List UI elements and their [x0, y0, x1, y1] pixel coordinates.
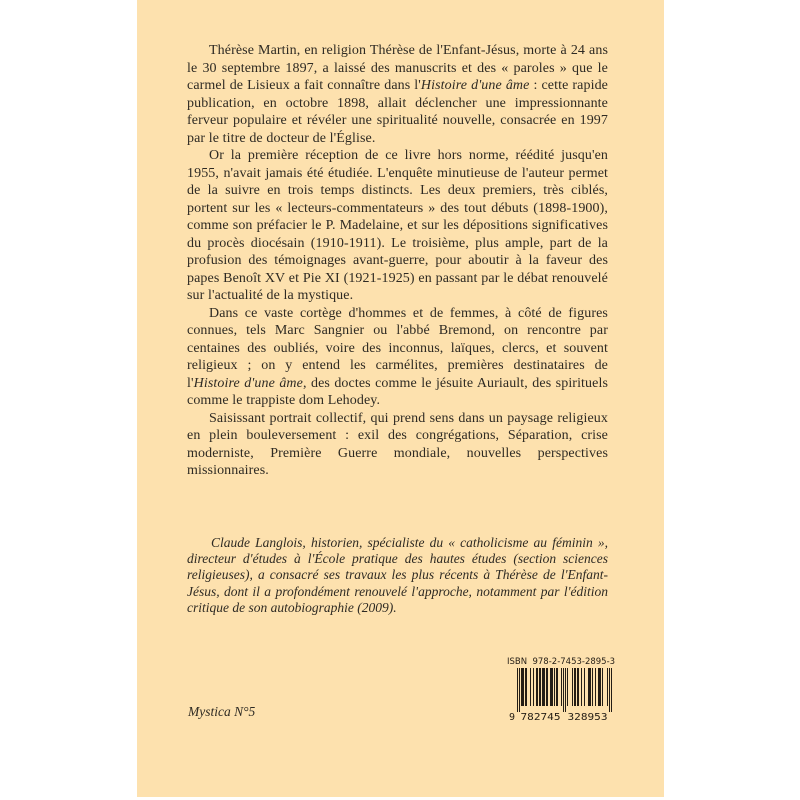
series-label: Mystica N°5 — [188, 704, 256, 719]
text-run: , des doctes comme le jésuite Auriault, des spirituels comme le trappiste dom Lehodey. — [187, 375, 608, 408]
text-run: Saisissant portrait collectif, qui prend sens dans un paysage religieux en plein bouleversement : exil des congrégations, Séparation, crise moderniste, Première Guerre mondiale, nouvelles perspectives missionnaires. — [187, 410, 608, 478]
barcode-digits: 782745 — [520, 712, 561, 721]
author-bio — [187, 535, 608, 616]
italic-text-run: Histoire d'une âme — [193, 375, 303, 391]
text-run: Dans ce vaste cortège d'hommes et de femmes, à côté de figures connues, tels Marc Sangnier ou l'abbé Bremond, on rencontre par centaines des oubliés, voire des inconnus, laïques, clercs, et souvent religieux ; on y entend les carmélites, premières destinataires de l' — [187, 305, 608, 391]
isbn-label: ISBN 978-2-7453-2895-3 — [507, 657, 616, 667]
blurb-paragraph — [187, 42, 608, 147]
italic-text-run: Histoire d'une âme — [420, 78, 530, 93]
text-run: Thérèse Martin, en religion Thérèse de l'Enfant-Jésus, morte à 24 ans le 30 septembre 1897, a laissé des manuscrits et des « paroles » que le carmel de Lisieux a fait connaître dans l' — [187, 43, 608, 93]
bio-paragraph — [187, 535, 608, 616]
blurb-paragraph — [187, 305, 608, 410]
text-run: : cette rapide publication, en octobre 1898, allait déclencher une impressionnante ferveur populaire et révéler une spiritualité nouvelle, consacrée en 1997 par le titre de docteur de l'Église. — [187, 78, 608, 146]
isbn-block — [507, 657, 614, 721]
blurb — [187, 42, 608, 480]
blurb-paragraph — [187, 147, 608, 305]
barcode-digits: 328953 — [567, 712, 608, 721]
barcode-digits: 9 — [508, 712, 515, 721]
book-back-cover — [137, 0, 664, 797]
ean13-barcode-icon — [507, 668, 614, 721]
blurb-paragraph — [187, 410, 608, 480]
italic-text-run: Claude Langlois, historien, spécialiste du « catholicisme au féminin », directeur d'études à l'École pratique des hautes études (section sciences religieuses), a consacré ses travaux les plus récents à Thérèse de l'Enfant-Jésus, dont il a profondément renouvelé l'approche, notamment par l'édition critique de son autobiographie (2009). — [187, 535, 608, 615]
text-run: Or la première réception de ce livre hors norme, réédité jusqu'en 1955, n'avait jamais été étudiée. L'enquête minutieuse de l'auteur permet de la suivre en trois temps distincts. Les deux premiers, très ciblés, portent sur les « lecteurs-commentateurs » des tout débuts (1898-1900), comme son préfacier le P. Madelaine, et sur les dépositions significatives du procès diocésain (1910-1911). Le troisième, plus ample, part de la profusion des témoignages avant-guerre, pour aboutir à la faveur des papes Benoît XV et Pie XI (1921-1925) en passant par le débat renouvelé sur l'actualité de la mystique. — [187, 148, 608, 303]
